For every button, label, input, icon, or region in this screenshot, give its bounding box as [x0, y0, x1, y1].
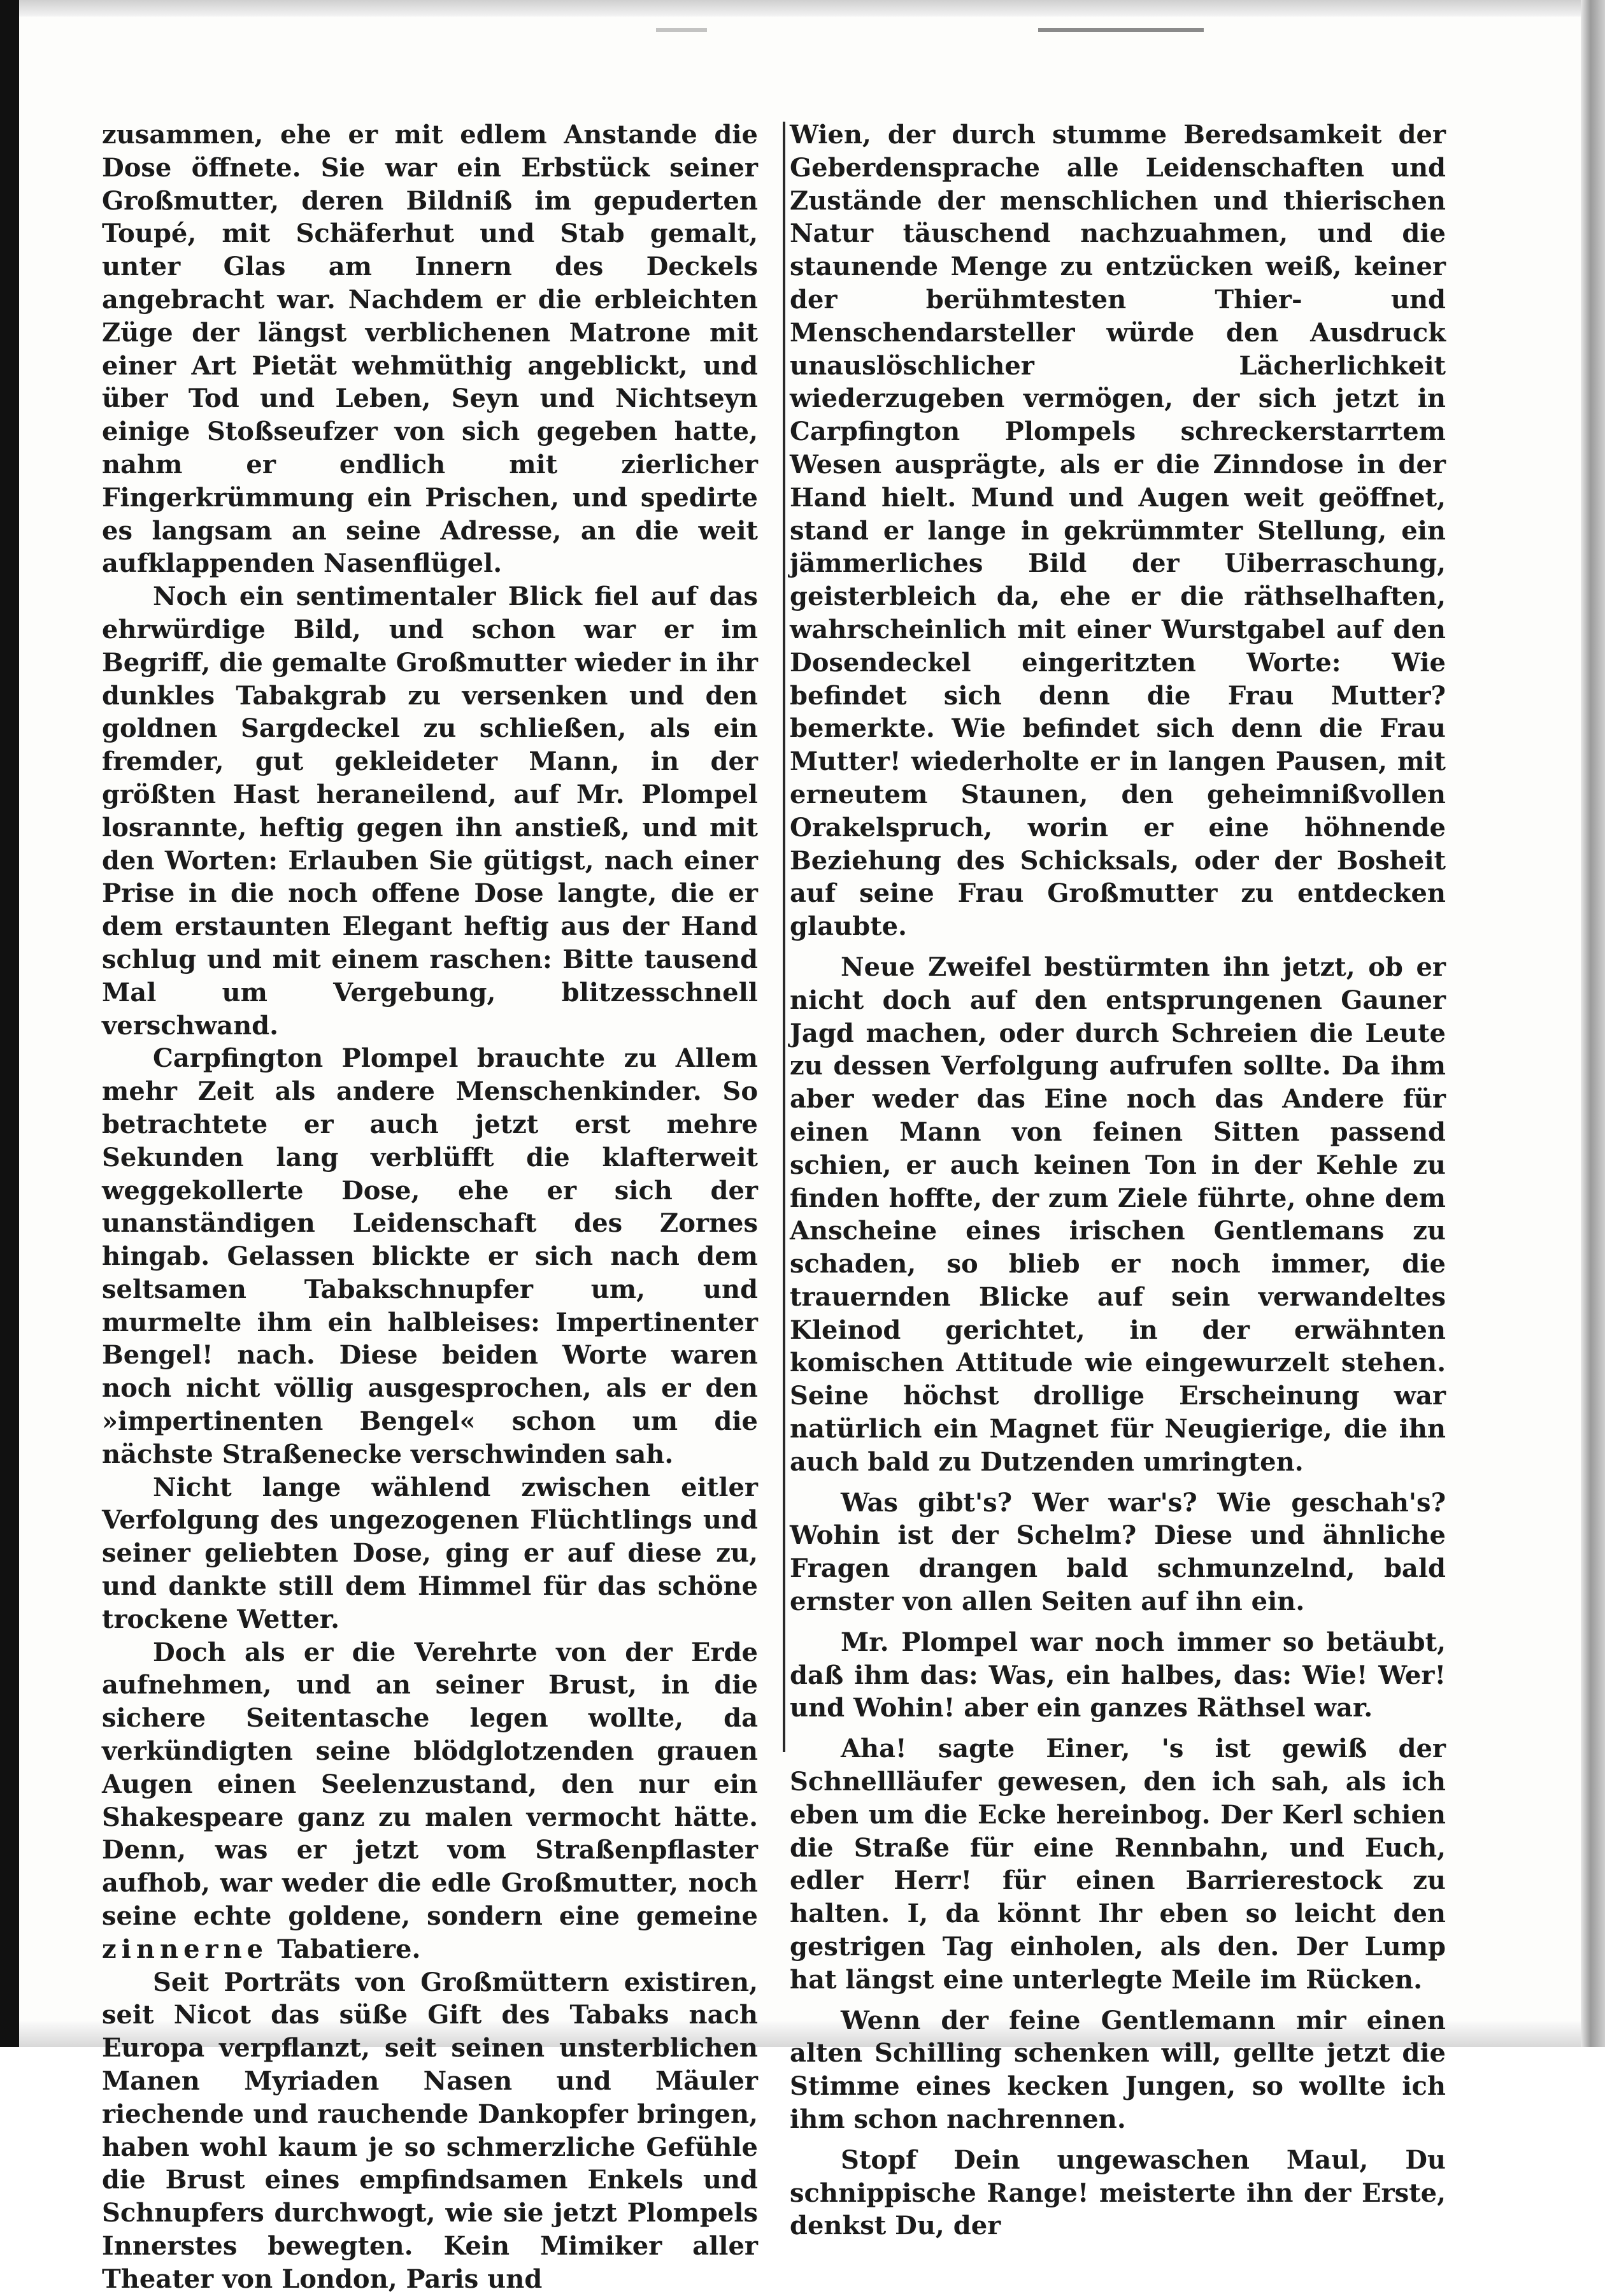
paragraph: Neue Zweifel bestürmten ihn jetzt, ob er nicht doch auf den entsprungenen Gauner Jagd machen, oder durch Schreien die Leute zu dessen Verfolgung aufrufen sollte. Da ihm aber weder das Eine noch das Andere für einen Mann von feinen Sitten passend schien, er auch keinen Ton in der Kehle zu finden hoffte, der zum Ziele führte, ohne dem Anscheine eines irischen Gentlemans zu schaden, so blieb er noch immer, die trauernden Blicke auf sein verwandeltes Kleinod gerichtet, in der erwähnten komischen Attitude wie eingewurzelt stehen. Seine höchst drollige Erscheinung war natürlich ein Magnet für Neugierige, die ihn auch bald zu Dutzenden umringten.: [790, 952, 1446, 1477]
paragraph: Wien, der durch stumme Beredsamkeit der Geberdensprache alle Leidenschaften und Zustände der menschlichen und thierischen Natur täuschend nachzuahmen, und die staunende Menge zu entzücken weiß, keiner der berühmtesten Thier- und Menschendarsteller würde den Ausdruck unauslöschlicher Lächerlichkeit wiederzugeben vermögen, der sich jetzt in Carpfington Plompels schreckerstarrtem Wesen ausprägte, als er die Zinndose in der Hand hielt. Mund und Augen weit geöffnet, stand er lange in gekrümmter Stellung, ein jämmerliches Bild der Uiberraschung, geisterbleich da, ehe er die räthselhaften, wahrscheinlich mit einer Wurstgabel auf den Dosendeckel eingeritzten Worte: Wie befindet sich denn die Frau Mutter? bemerkte. Wie befindet sich denn die Frau Mutter! wiederholte er in langen Pausen, mit erneutem Staunen, den geheimnißvollen Orakelspruch, worin er eine höhnende Beziehung des Schicksals, oder der Bosheit auf seine Frau Großmutter zu entdecken glaubte.: [790, 120, 1446, 942]
paragraph: Nicht lange wählend zwischen eitler Verfolgung des ungezogenen Flüchtlings und seiner geliebten Dose, ging er auf diese zu, und dankte still dem Himmel für das schöne trockene Wetter.: [102, 1472, 758, 1634]
right-column: [790, 118, 1446, 2243]
paragraph: Noch ein sentimentaler Blick fiel auf das ehrwürdige Bild, und schon war er im Begriff, die gemalte Großmutter wieder in ihr dunkles Tabakgrab zu versenken und den goldnen Sargdeckel zu schließen, als ein fremder, gut gekleideter Mann, in der größten Hast heraneilend, auf Mr. Plompel losrannte, heftig gegen ihn anstieß, und mit den Worten: Erlauben Sie gütigst, nach einer Prise in die noch offene Dose langte, die er dem erstaunten Elegant heftig aus der Hand schlug und mit einem raschen: Bitte tausend Mal um Vergebung, blitzesschnell verschwand.: [102, 581, 758, 1041]
spaced-word: zinnerne: [102, 1934, 269, 1964]
column-divider: [783, 122, 785, 1752]
paragraph: zusammen, ehe er mit edlem Anstande die Dose öffnete. Sie war ein Erbstück seiner Großmutter, deren Bildniß im gepuderten Toupé, mit Schäferhut und Stab gemalt, unter Glas am Innern des Deckels angebracht war. Nachdem er die erbleichten Züge der längst verblichenen Matrone mit einer Art Pietät wehmüthig angeblickt, und über Tod und Leben, Seyn und Nichtseyn einige Stoßseufzer von sich gegeben hatte, nahm er endlich mit zierlicher Fingerkrümmung ein Prischen, und spedirte es langsam an seine Adresse, an die weit aufklappenden Nasenflügel.: [102, 120, 758, 579]
paragraph: Carpfington Plompel brauchte zu Allem mehr Zeit als andere Menschenkinder. So betrachtete er auch jetzt erst mehre Sekunden lang verblüfft die klafterweit weggekollerte Dose, ehe er sich der unanständigen Leidenschaft des Zornes hingab. Gelassen blickte er sich nach dem seltsamen Tabakschnupfer um, und murmelte ihm ein halbleises: Impertinenter Bengel! nach. Diese beiden Worte waren noch nicht völlig ausgesprochen, als er den »impertinenten Bengel« schon um die nächste Straßenecke verschwinden sah.: [102, 1043, 758, 1469]
paragraph: Aha! sagte Einer, 's ist gewiß der Schnellläufer gewesen, den ich sah, als ich eben um die Ecke hereinbog. Der Kerl schien die Straße für eine Rennbahn, und Euch, edler Herr! für einen Barrierestock zu halten. I, da könnt Ihr eben so leicht den gestrigen Tag einholen, als den. Der Lump hat längst eine unterlegte Meile im Rücken.: [790, 1734, 1446, 1995]
paragraph: Was gibt's? Wer war's? Wie geschah's? Wohin ist der Schelm? Diese und ähnliche Fragen drangen bald schmunzelnd, bald ernster von allen Seiten auf ihn ein.: [790, 1487, 1446, 1617]
left-column: [102, 118, 758, 2296]
print-mark: [656, 28, 707, 32]
paragraph: [102, 1636, 758, 1966]
paragraph: Mr. Plompel war noch immer so betäubt, daß ihm das: Was, ein halbes, das: Wie! Wer! und Wohin! aber ein ganzes Räthsel war.: [790, 1627, 1446, 1723]
paragraph: Seit Porträts von Großmüttern existiren, seit Nicot das süße Gift des Tabaks nach Europa verpflanzt, seit seinen unsterblichen Manen Myriaden Nasen und Mäuler riechende und rauchende Dankopfer bringen, haben wohl kaum je so schmerzliche Gefühle die Brust eines empfindsamen Enkels und Schnupfers durchwogt, wie sie jetzt Plompels Innerstes bewegten. Kein Mimiker aller Theater von London, Paris und: [102, 1967, 758, 2294]
scan-border-left: [0, 0, 19, 2047]
paragraph: Stopf Dein ungewaschen Maul, Du schnippische Range! meisterte ihn der Erste, denkst Du, der: [790, 2144, 1446, 2241]
scan-border-top: [19, 0, 1581, 17]
paragraph-tail: Tabatiere.: [277, 1934, 421, 1964]
paragraph: Wenn der feine Gentlemann mir einen alten Schilling schenken will, gellte jetzt die Stimme eines kecken Jungen, so wollte ich ihm schon nachrennen.: [790, 2005, 1446, 2135]
print-mark: [1038, 28, 1204, 32]
scan-border-right: [1581, 0, 1605, 2047]
book-page: [19, 17, 1581, 2294]
paragraph-text: Doch als er die Verehrte von der Erde aufnehmen, und an seiner Brust, in die sichere Seitentasche legen wollte, da verkündigten seine blödglotzenden grauen Augen einen Seelenzustand, den nur ein Shakespeare ganz zu malen vermocht hätte. Denn, was er jetzt vom Straßenpflaster aufhob, war weder die edle Großmutter, noch seine echte goldene, sondern eine gemeine: [102, 1637, 758, 1932]
